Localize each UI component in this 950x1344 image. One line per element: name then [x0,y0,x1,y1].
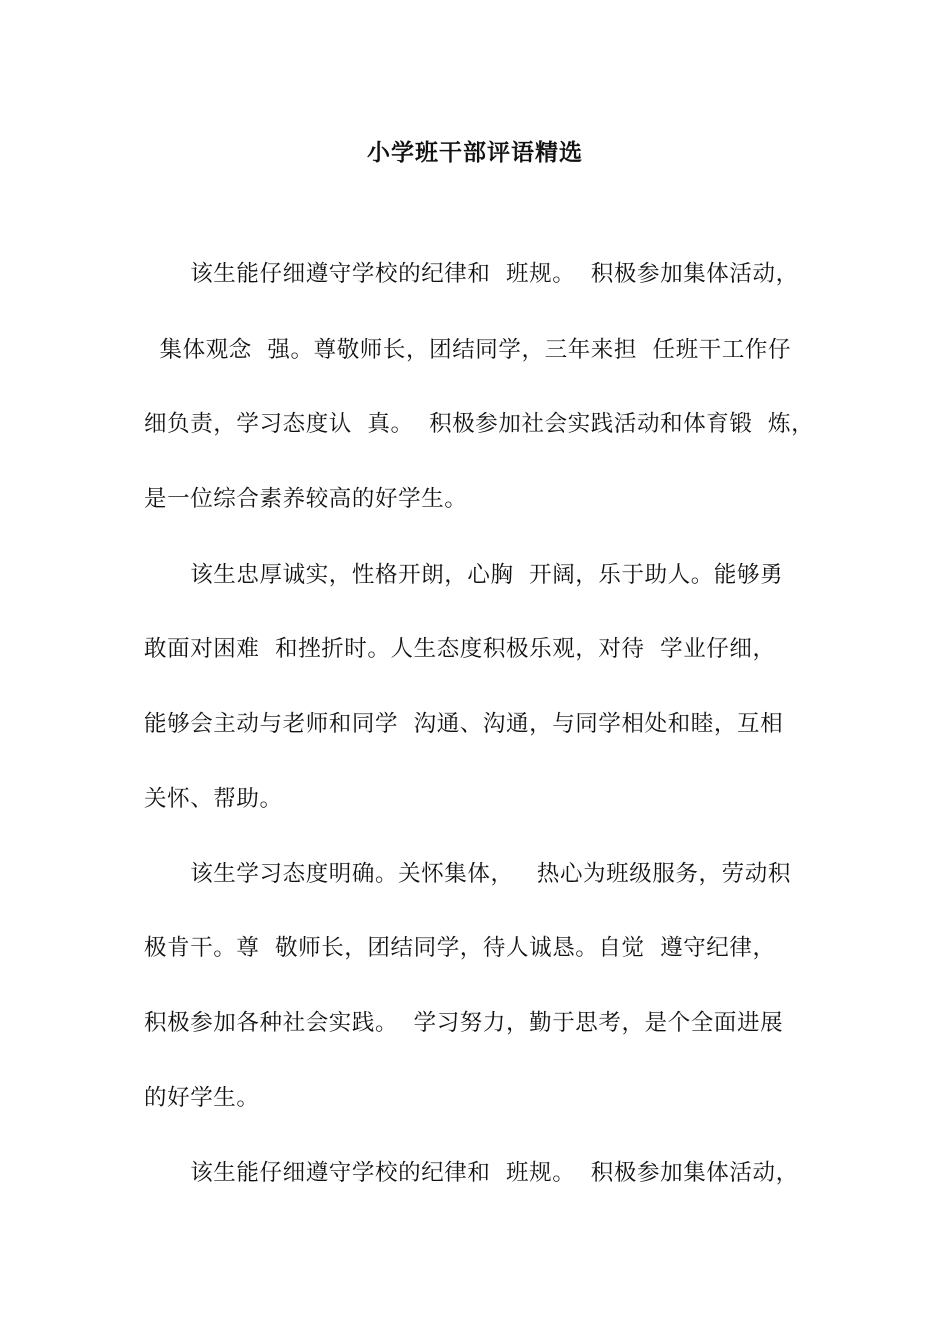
body-line-6: 敢面对困难 和挫折时。人生态度积极乐观，对待 学业仔细， [144,636,776,662]
body-line-12: 的好学生。 [144,1085,260,1111]
body-line-4: 是一位综合素养较高的好学生。 [144,486,468,512]
body-line-10: 极肯干。尊 敬师长，团结同学，待人诚恳。自觉 遵守纪律， [144,935,776,961]
body-line-11: 积极参加各种社会实践。 学习努力，勤于思考，是个全面进展 [144,1010,784,1036]
body-line-13: 该生能仔细遵守学校的纪律和 班规。 积极参加集体活动， [144,1160,799,1186]
body-line-9: 该生学习态度明确。关怀集体， 热心为班级服务，劳动积 [144,861,791,887]
body-line-5: 该生忠厚诚实，性格开朗，心胸 开阔，乐于助人。能够勇 [144,562,784,588]
document-title: 小学班干部评语精选 [367,139,583,166]
body-line-2: 集体观念 强。尊敬师长，团结同学，三年来担 任班干工作仔 [144,337,792,363]
body-line-3: 细负责，学习态度认 真。 积极参加社会实践活动和体育锻 炼， [144,411,815,437]
body-line-7: 能够会主动与老师和同学 沟通、沟通，与同学相处和睦，互相 [144,711,784,737]
body-line-1: 该生能仔细遵守学校的纪律和 班规。 积极参加集体活动， [144,261,799,287]
body-line-8: 关怀、帮助。 [144,786,283,812]
